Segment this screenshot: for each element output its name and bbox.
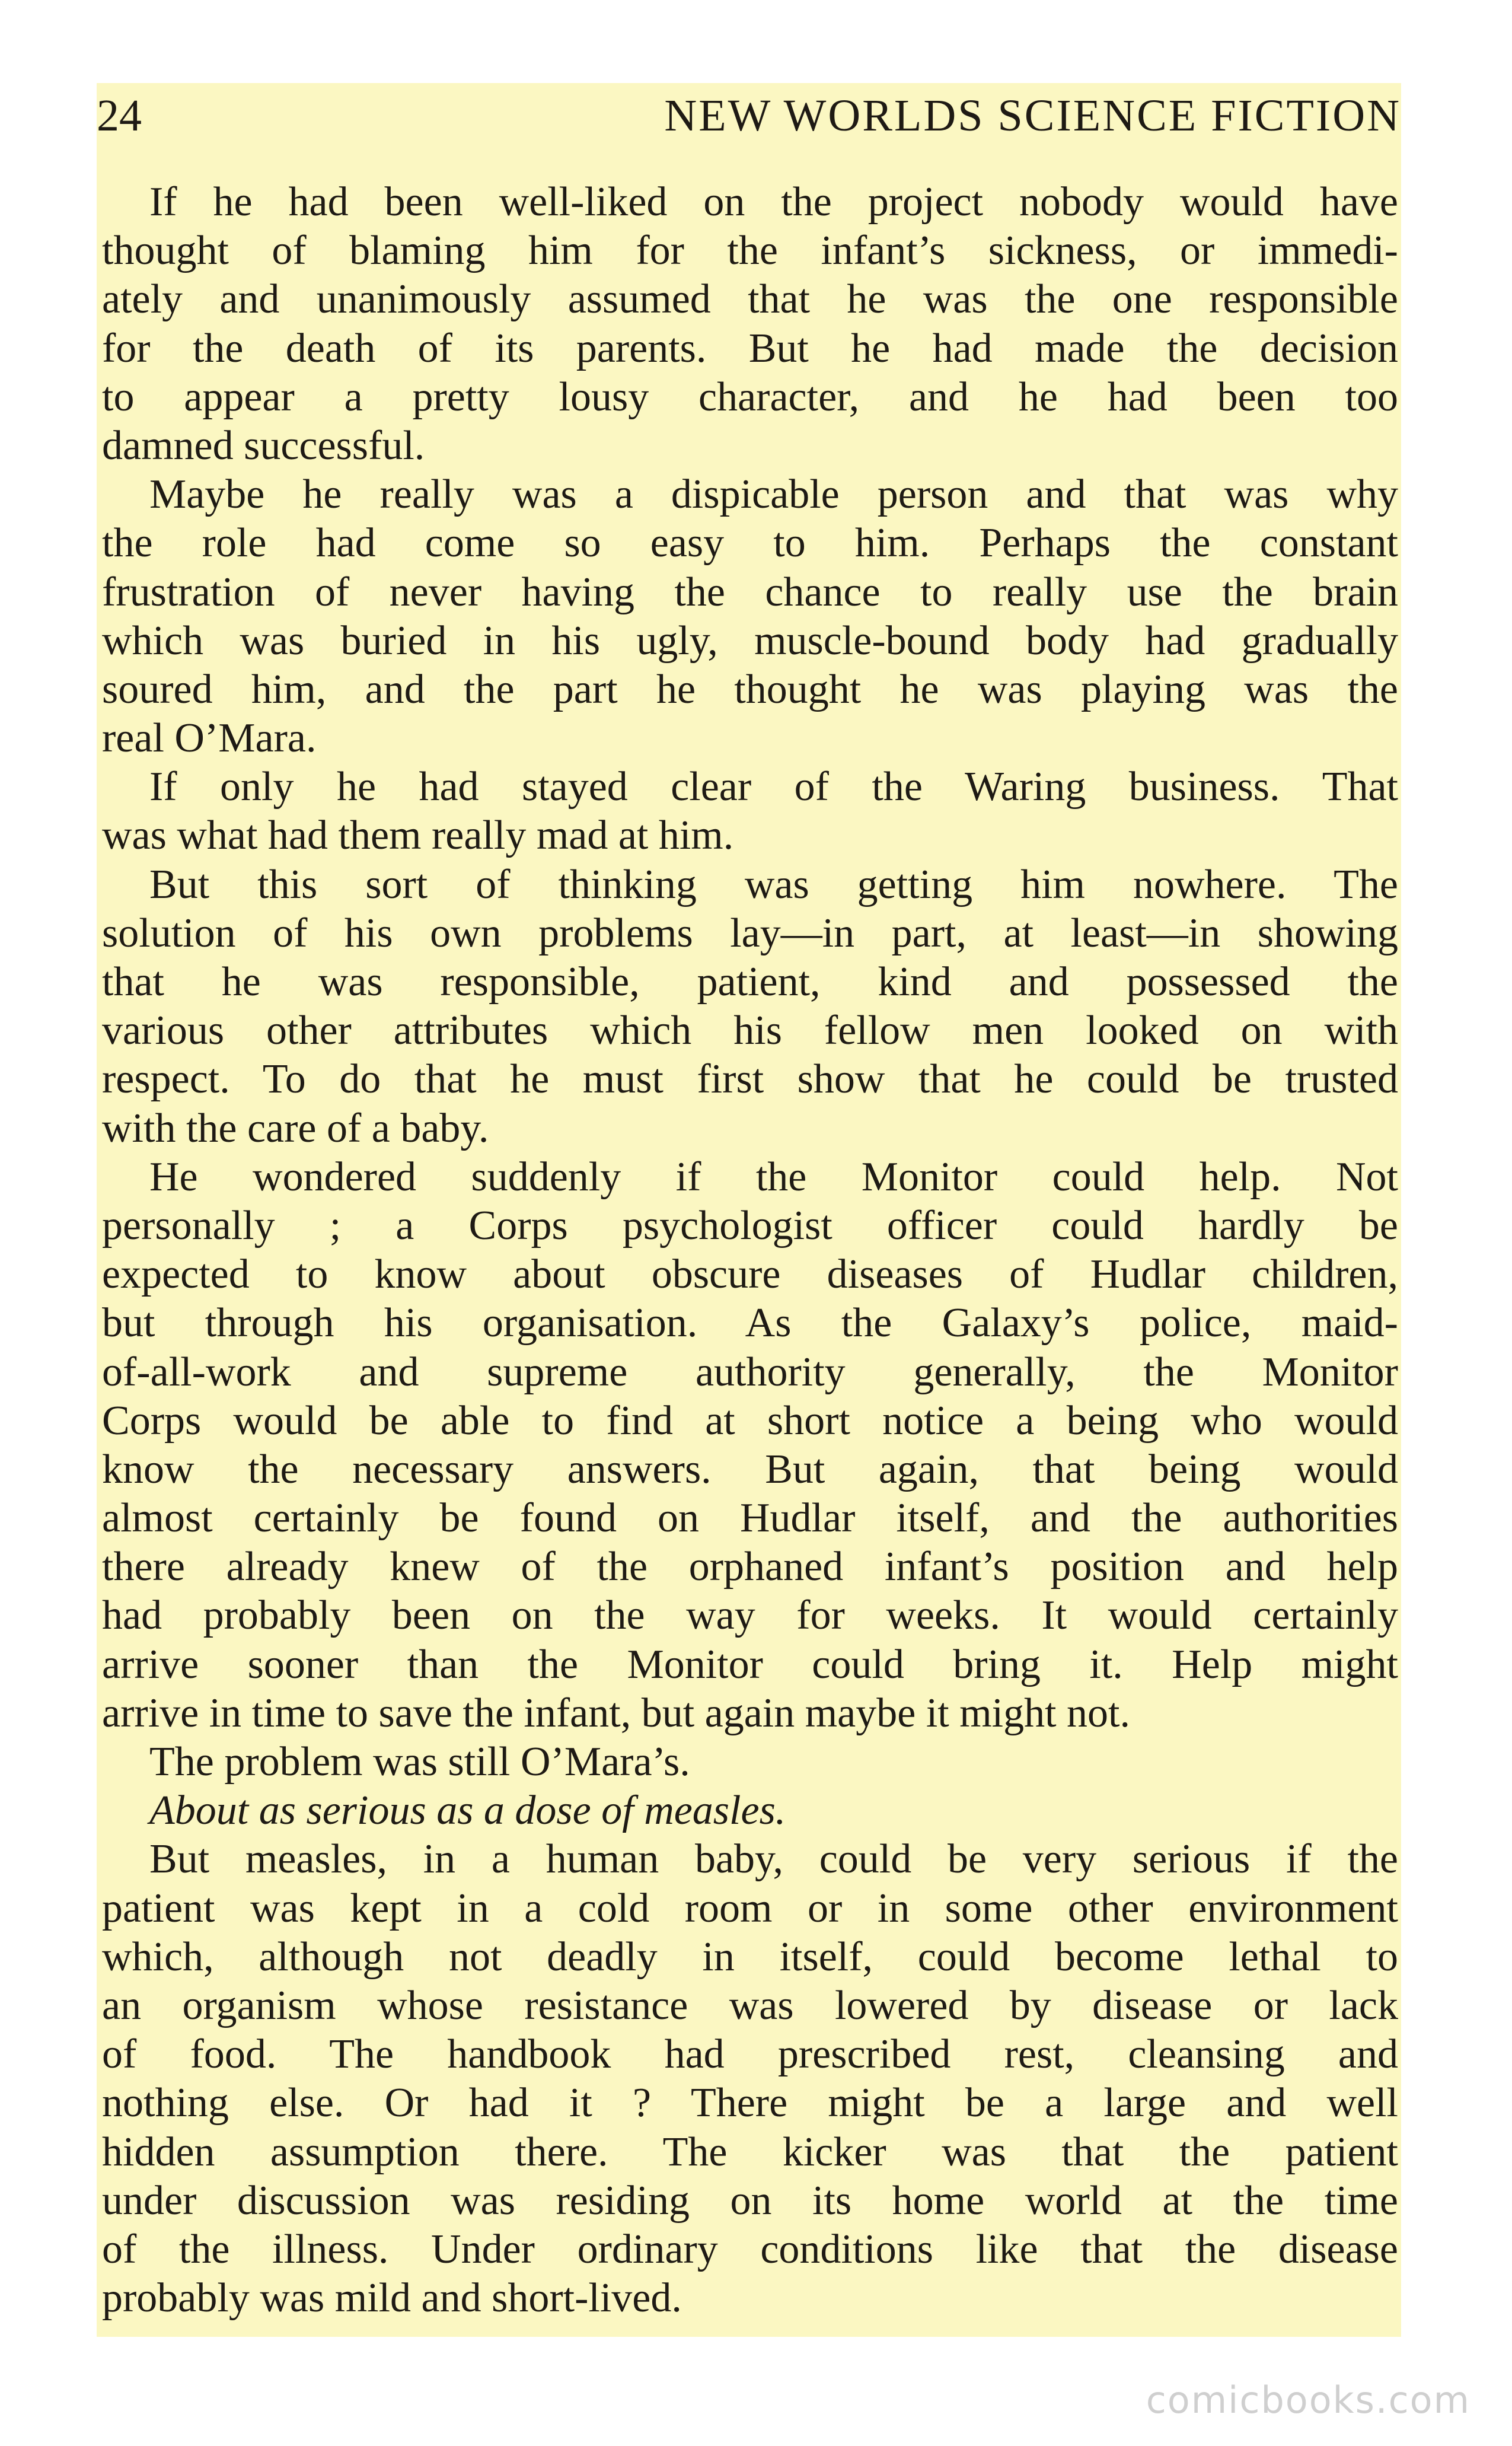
text-line: of-all-work and supreme authority generally, the Monitor xyxy=(102,1349,1398,1395)
running-title: NEW WORLDS SCIENCE FICTION xyxy=(664,91,1401,141)
page-header xyxy=(97,89,1401,142)
text-line: arrive in time to save the infant, but again maybe it might not. xyxy=(102,1690,1131,1736)
text-line: to appear a pretty lousy character, and he had been too xyxy=(102,374,1398,420)
body-text xyxy=(102,178,1398,2323)
text-line: had probably been on the way for weeks. It would certainly xyxy=(102,1593,1398,1639)
text-line: various other attributes which his fellow men looked on with xyxy=(102,1008,1398,1054)
text-line: But this sort of thinking was getting him nowhere. The xyxy=(149,861,1398,907)
text-line: hidden assumption there. The kicker was that the patient xyxy=(102,2129,1398,2175)
text-line: Corps would be able to find at short notice a being who would xyxy=(102,1397,1398,1444)
text-line: an organism whose resistance was lowered by disease or lack xyxy=(102,1982,1398,2028)
text-line: almost certainly be found on Hudlar itself, and the authorities xyxy=(102,1495,1398,1542)
text-line: the role had come so easy to him. Perhaps the constant xyxy=(102,520,1398,566)
text-line: with the care of a baby. xyxy=(102,1105,489,1151)
text-line: He wondered suddenly if the Monitor could help. Not xyxy=(149,1154,1398,1200)
text-line: that he was responsible, patient, kind and possessed the xyxy=(102,959,1398,1005)
text-line: Maybe he really was a dispicable person and that was why xyxy=(149,472,1398,518)
text-line: But measles, in a human baby, could be very serious if the xyxy=(149,1836,1398,1883)
text-line: for the death of its parents. But he had made the decision xyxy=(102,325,1398,371)
text-line: If he had been well-liked on the project nobody would have xyxy=(149,179,1398,225)
text-line: of food. The handbook had prescribed rest, cleansing and xyxy=(102,2031,1398,2078)
text-line: of the illness. Under ordinary conditions like that the disease xyxy=(102,2226,1398,2272)
text-line: expected to know about obscure diseases of Hudlar children, xyxy=(102,1251,1398,1298)
text-line: frustration of never having the chance to really use the brain xyxy=(102,569,1398,615)
text-line: ately and unanimously assumed that he was the one responsible xyxy=(102,276,1398,323)
text-line: thought of blaming him for the infant’s sickness, or immedi- xyxy=(102,228,1398,274)
text-line: was what had them really mad at him. xyxy=(102,813,734,859)
text-line: there already knew of the orphaned infant’s position and help xyxy=(102,1544,1398,1590)
text-line: know the necessary answers. But again, that being would xyxy=(102,1446,1398,1492)
text-line: real O’Mara. xyxy=(102,715,317,762)
page-number: 24 xyxy=(97,91,142,141)
text-line: which was buried in his ugly, muscle-bound body had gradually xyxy=(102,617,1398,664)
text-line: but through his organisation. As the Galaxy’s police, maid- xyxy=(102,1300,1398,1346)
text-line: which, although not deadly in itself, could become lethal to xyxy=(102,1934,1398,1980)
text-line: The problem was still O’Mara’s. xyxy=(149,1739,690,1785)
text-line: probably was mild and short-lived. xyxy=(102,2275,682,2321)
text-line: nothing else. Or had it ? There might be a large and well xyxy=(102,2080,1398,2126)
text-line: About as serious as a dose of measles. xyxy=(149,1788,786,1834)
text-line: patient was kept in a cold room or in some other environment xyxy=(102,1885,1398,1931)
text-line: If only he had stayed clear of the Waring business. That xyxy=(149,764,1398,810)
text-line: respect. To do that he must first show that he could be trusted xyxy=(102,1056,1398,1103)
text-line: arrive sooner than the Monitor could bring it. Help might xyxy=(102,1641,1398,1687)
text-line: under discussion was residing on its home world at the time xyxy=(102,2177,1398,2224)
text-line: solution of his own problems lay—in part, at least—in showing xyxy=(102,910,1398,956)
text-line: personally ; a Corps psychologist officer could hardly be xyxy=(102,1202,1398,1249)
text-line: damned successful. xyxy=(102,422,425,469)
watermark: comicbooks.com xyxy=(1146,2378,1470,2422)
text-line: soured him, and the part he thought he was playing was the xyxy=(102,666,1398,712)
